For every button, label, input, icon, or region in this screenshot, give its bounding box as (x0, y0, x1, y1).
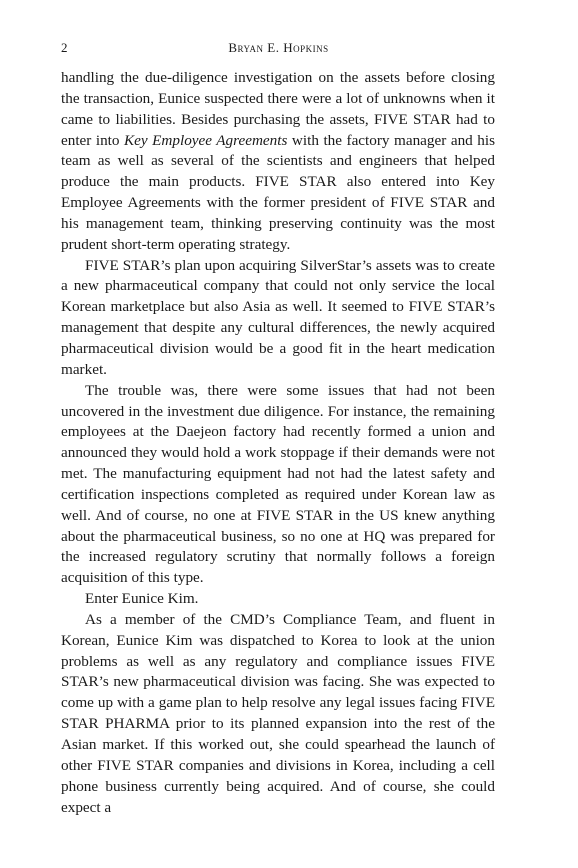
page-header (61, 40, 496, 58)
page-number: 2 (61, 40, 68, 55)
italic-phrase: Key Employee Agreements (124, 131, 288, 149)
paragraph-text-after: with the factory manager and his team as well as several of the scientists and engineers that helped produce the main products. FIVE STAR also entered into Key Employee Agreements with the former president of FIVE STAR and his management team, thinking preserving continuity was the most prudent short-term operating strategy. (61, 131, 495, 253)
paragraph-continued (61, 68, 495, 256)
paragraph: The trouble was, there were some issues that had not been uncovered in the investment due diligence. For instance, the remaining employees at the Daejeon factory had recently formed a union and announced they would hold a work stoppage if their demands were not met. The manufacturing equipment had not had the latest safety and certification inspections completed as required under Korean law as well. And of course, no one at FIVE STAR in the US knew anything about the pharmaceutical business, so no one at HQ was prepared for the increased regulatory scrutiny that normally follows a foreign acquisition of this type. (61, 381, 495, 587)
paragraph: As a member of the CMD’s Compliance Team, and fluent in Korean, Eunice Kim was dispatched to Korea to look at the union problems as well as any regulatory and compliance issues FIVE STAR’s new pharmaceutical division was facing. She was expected to come up with a game plan to help resolve any legal issues facing FIVE STAR PHARMA prior to its planned expansion into the rest of the Asian market. If this worked out, she could spearhead the launch of other FIVE STAR companies and divisions in Korea, including a cell phone business currently being acquired. And of course, she could expect a (61, 610, 495, 816)
paragraph: FIVE STAR’s plan upon acquiring SilverStar’s assets was to create a new pharmaceutical company that could not only service the local Korean marketplace but also Asia as well. It seemed to FIVE STAR’s management that despite any cultural differences, the newly acquired pharmaceutical division would be a good fit in the heart medication market. (61, 256, 495, 378)
paragraph: Enter Eunice Kim. (85, 590, 199, 608)
body-text (61, 68, 495, 818)
running-head-author: Bryan E. Hopkins (228, 40, 329, 55)
paragraph-text-before: handling the due-diligence investigation on the assets before closing the transaction, Eunice suspected there were a lot of unknowns when it came to liabilities. Besides purchasing the assets, FIVE STAR had to enter into (61, 69, 495, 149)
